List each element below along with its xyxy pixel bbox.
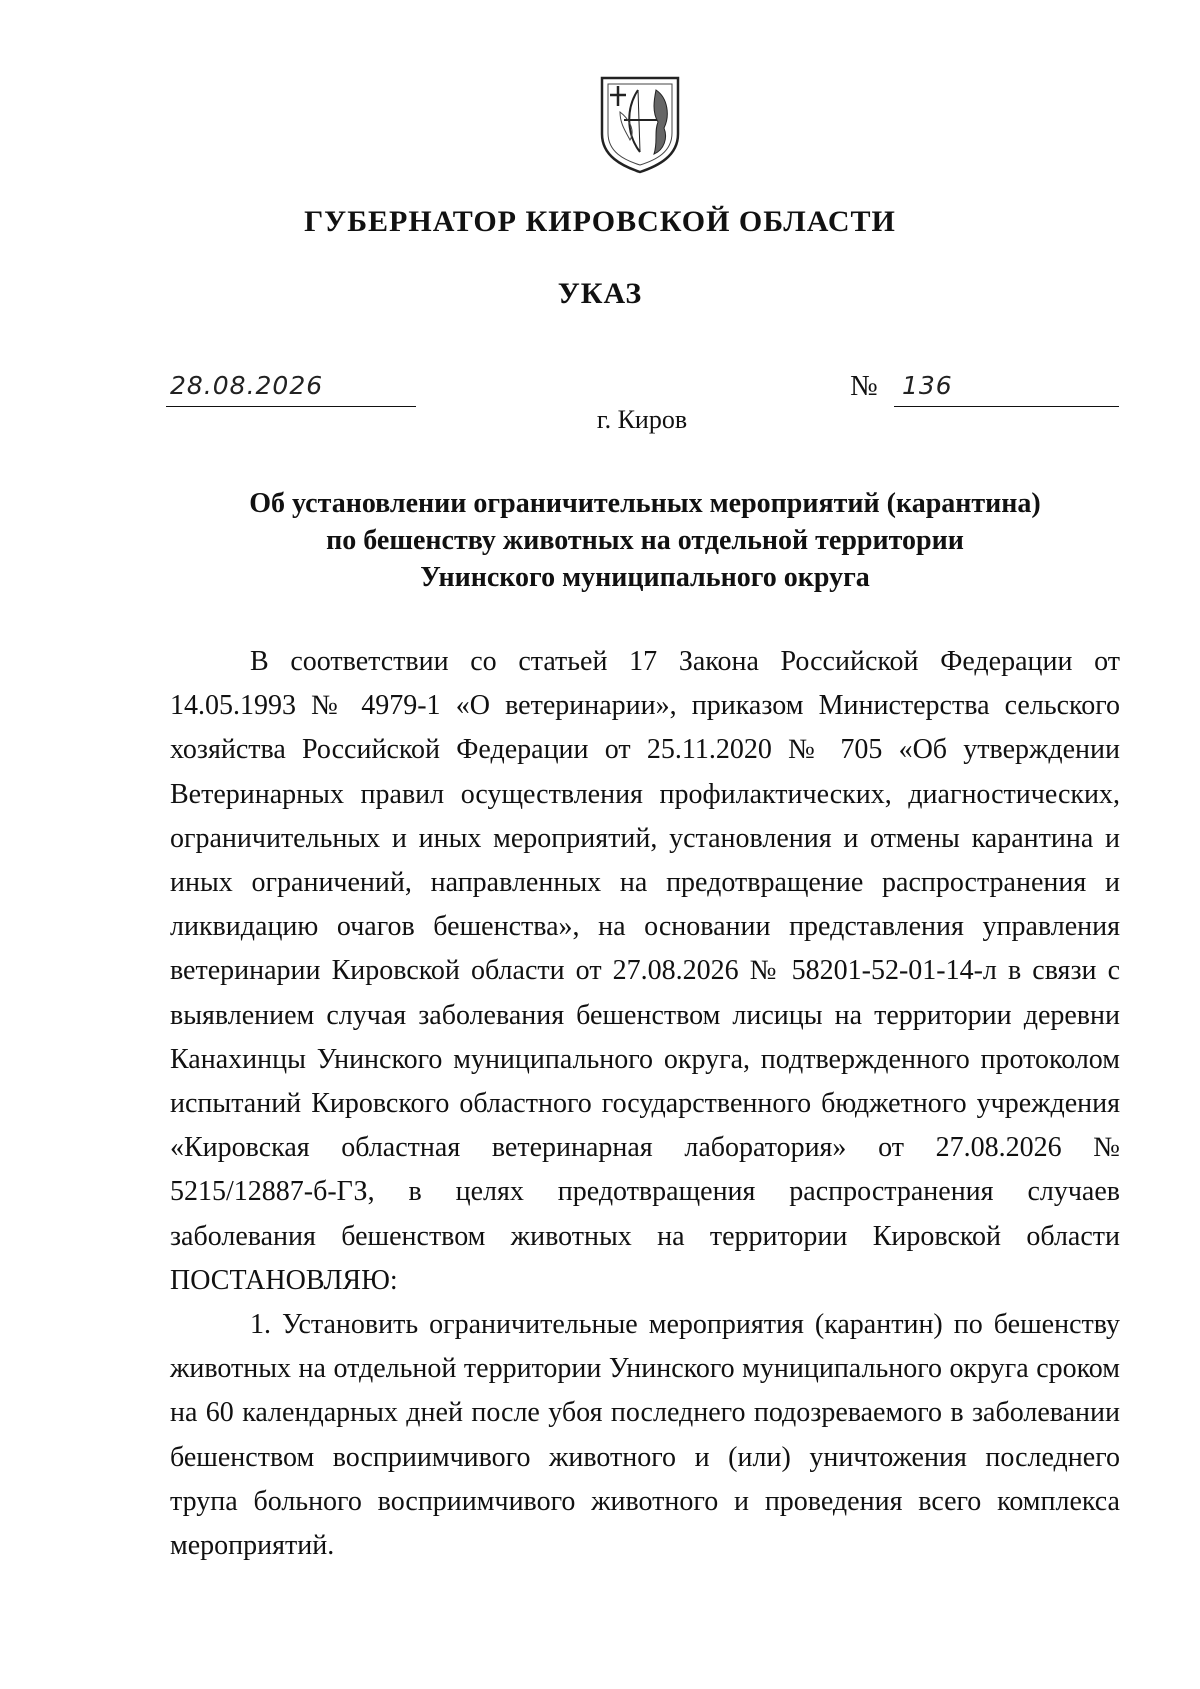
decree-date: 28.08.2026 (170, 371, 324, 400)
heading-line: Унинского муниципального округа (420, 562, 870, 593)
heading-line: Об установлении ограничительных мероприятий (карантина) (249, 488, 1041, 519)
decree-body (170, 640, 1120, 1568)
clause-1-paragraph: 1. Установить ограничительные мероприятия (карантин) по бешенству животных на отдельной территории Унинского муниципального округа сроком на 60 календарных дней после убоя последнего подозреваемого в заболевании бешенством восприимчивого животного и (или) уничтожения последнего трупа больного восприимчивого животного и проведения всего комплекса мероприятий. (170, 1309, 1120, 1562)
decree-number: 136 (902, 371, 953, 400)
decree-heading (170, 485, 1120, 596)
heading-line: по бешенству животных на отдельной территории (326, 525, 964, 556)
city: г. Киров (596, 405, 688, 434)
document-type-title: УКАЗ (557, 277, 643, 310)
kirov-coat-of-arms-icon (598, 76, 682, 174)
preamble-paragraph: В соответствии со статьей 17 Закона Российской Федерации от 14.05.1993 № 4979-1 «О ветеринарии», приказом Министерства сельского хозяйства Российской Федерации от 25.11.2020 № 705 «Об утверждении Ветеринарных правил осуществления профилактических, диагностических, ограничительных и иных мероприятий, установления и отмены карантина и иных ограничений, направленных на предотвращение распространения и ликвидацию очагов бешенства», на основании представления управления ветеринарии Кировской области от 27.08.2026 № 58201-52-01-14-л в связи с выявлением случая заболевания бешенством лисицы на территории деревни Канахинцы Унинского муниципального округа, подтвержденного протоколом испытаний Кировского областного государственного бюджетного учреждения «Кировская областная ветеринарная лаборатория» от 27.08.2026 № 5215/12887-б-ГЗ, в целях предотвращения распространения случаев заболевания бешенством животных на территории Кировской области ПОСТАНОВЛЯЮ: (170, 646, 1120, 1296)
decree-number-field (850, 370, 1120, 406)
issuer-title: ГУБЕРНАТОР КИРОВСКОЙ ОБЛАСТИ (304, 205, 896, 238)
decree-date-field (166, 370, 416, 407)
number-sign: № (850, 370, 878, 402)
decree-number-line (894, 370, 1119, 407)
